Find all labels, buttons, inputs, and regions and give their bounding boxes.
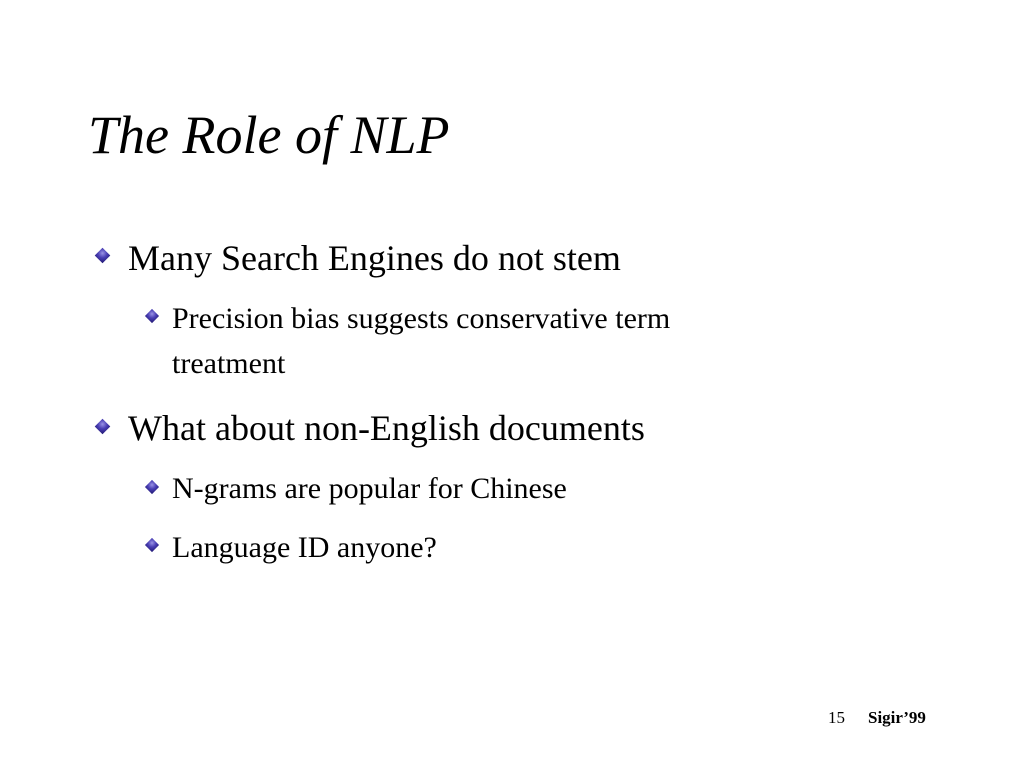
slide-title: The Role of NLP bbox=[88, 105, 450, 165]
diamond-bullet-icon bbox=[145, 538, 159, 552]
diamond-bullet-icon bbox=[95, 248, 111, 264]
diamond-bullet-icon bbox=[145, 480, 159, 494]
diamond-bullet-icon bbox=[145, 309, 159, 323]
sub-bullet-item: N-grams are popular for Chinese bbox=[172, 472, 567, 505]
sub-bullet-item: Language ID anyone? bbox=[172, 531, 437, 564]
bullet-item: Many Search Engines do not stem bbox=[128, 238, 621, 278]
bullet-item: What about non-English documents bbox=[128, 408, 645, 448]
page-number: 15 bbox=[828, 708, 845, 727]
footer-conference: Sigir’99 bbox=[868, 708, 926, 727]
sub-bullet-item-line1: Precision bias suggests conservative term bbox=[172, 302, 671, 335]
diamond-bullet-icon bbox=[95, 419, 111, 435]
sub-bullet-item-line2: treatment bbox=[172, 347, 286, 380]
